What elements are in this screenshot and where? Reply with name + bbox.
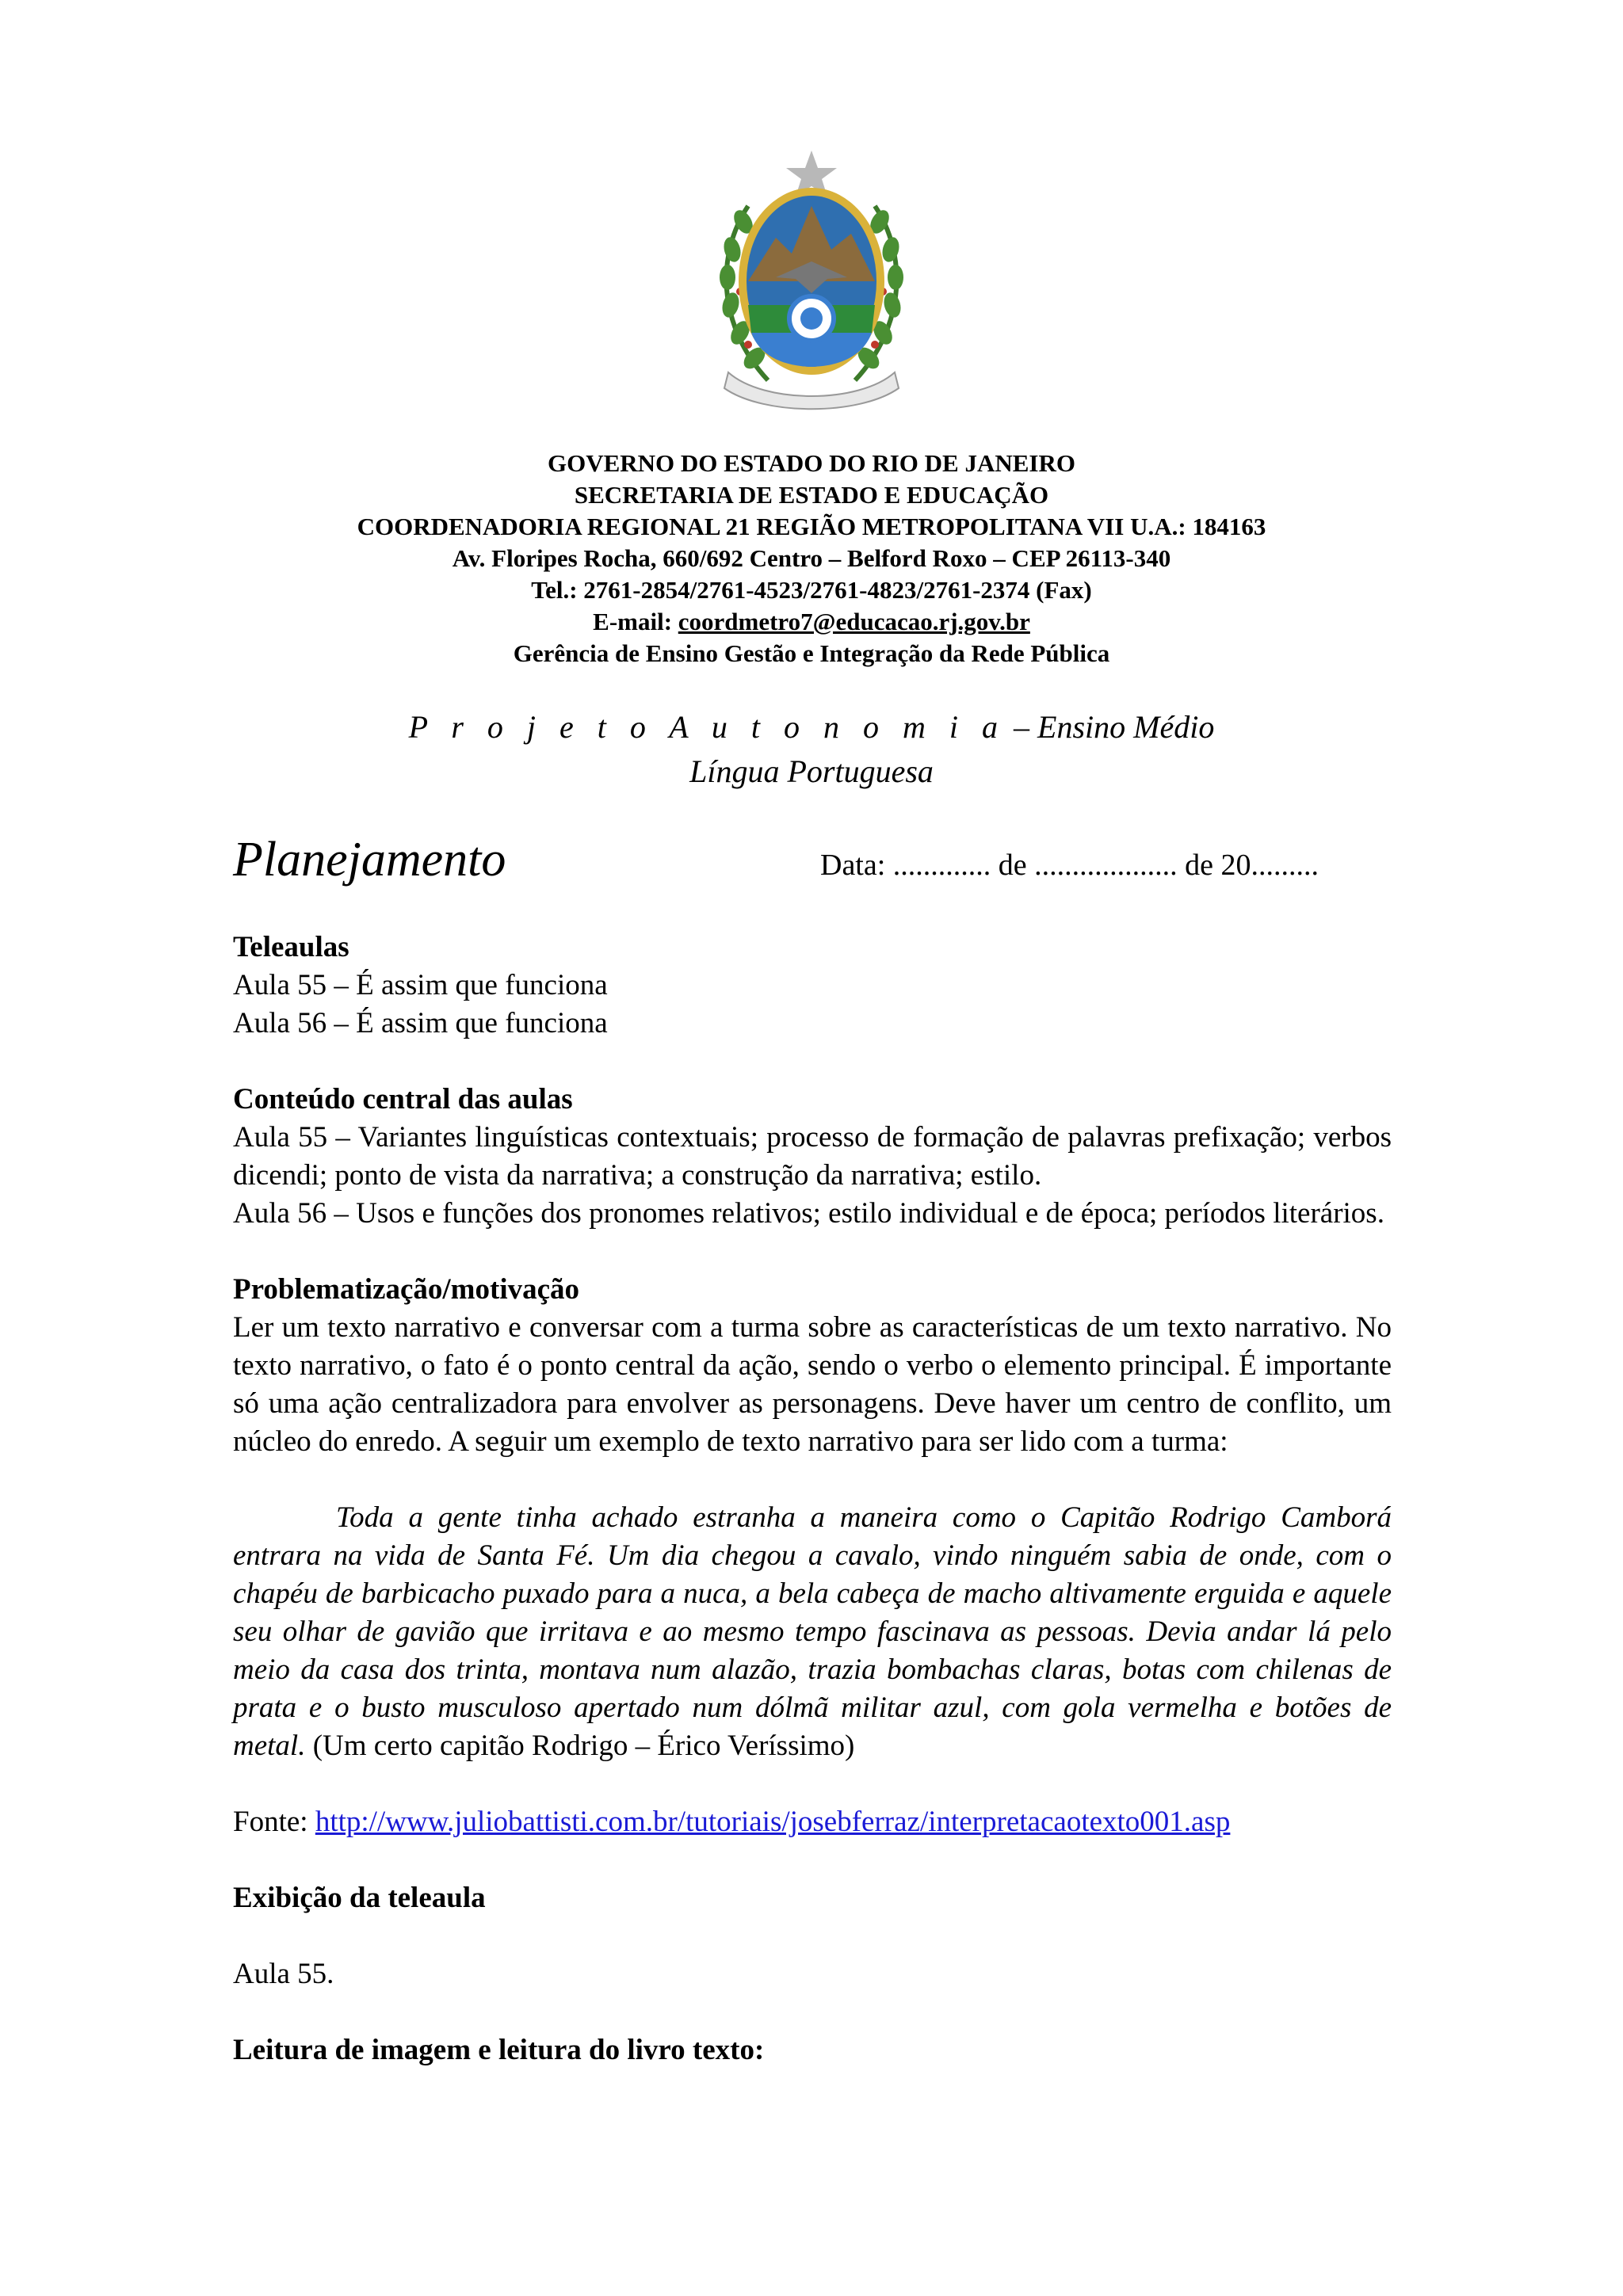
- project-subject: Língua Portuguesa: [689, 753, 934, 789]
- header-management: Gerência de Ensino Gestão e Integração da Rede Pública: [513, 639, 1110, 667]
- crest-ribbon: [724, 372, 899, 409]
- header-secretariat: SECRETARIA DE ESTADO E EDUCAÇÃO: [574, 481, 1049, 509]
- problematizacao-text: Ler um texto narrativo e conversar com a turma sobre as características de um texto narrativo. No texto narrativo, o fato é o ponto central da ação, sendo o verbo o elemento principal. É importante só uma ação centralizadora para envolver as personagens. Deve haver um centro de conflito, um núcleo do enredo. A seguir um exemplo de texto narrativo para ser lido com a turma:: [233, 1311, 1392, 1458]
- project-title-rest: – Ensino Médio: [1006, 709, 1215, 745]
- exibicao-text: Aula 55.: [233, 1958, 334, 1990]
- fonte-label: Fonte:: [233, 1806, 315, 1838]
- narrative-quote: [233, 1499, 1392, 1765]
- conteudo-heading: Conteúdo central das aulas: [233, 1083, 573, 1116]
- header-coordination: COORDENADORIA REGIONAL 21 REGIÃO METROPOLITANA VII U.A.: 184163: [357, 513, 1266, 540]
- header-email-line: [0, 606, 1623, 638]
- fonte-line: [233, 1803, 1392, 1841]
- conteudo-aula55: Aula 55 – Variantes linguísticas contextuais; processo de formação de palavras prefixação; verbos dicendi; ponto de vista da narrativa; a construção da narrativa; estilo.: [233, 1121, 1392, 1192]
- teleaula-item: Aula 55 – É assim que funciona: [233, 969, 608, 1001]
- document-body: [233, 929, 1392, 2069]
- leitura-heading: Leitura de imagem e leitura do livro texto:: [233, 2034, 765, 2066]
- exibicao-heading: Exibição da teleaula: [233, 1882, 486, 1914]
- teleaula-item: Aula 56 – É assim que funciona: [233, 1007, 608, 1039]
- quote-citation: (Um certo capitão Rodrigo – Érico Veríssimo): [305, 1730, 855, 1762]
- conteudo-aula56: Aula 56 – Usos e funções dos pronomes relativos; estilo individual e de época; períodos literários.: [233, 1197, 1384, 1230]
- header-address: Av. Floripes Rocha, 660/692 Centro – Belford Roxo – CEP 26113-340: [452, 544, 1171, 572]
- quote-text: Toda a gente tinha achado estranha a maneira como o Capitão Rodrigo Camborá entrara na vida de Santa Fé. Um dia chegou a cavalo, vindo ninguém sabia de onde, com o chapéu de barbicacho puxado para a nuca, a bela cabeça de macho altivamente erguida e aquele seu olhar de gavião que irritava e ao mesmo tempo fascinava as pessoas. Devia andar lá pelo meio da casa dos trinta, montava num alazão, trazia bombachas claras, botas com chilenas de prata e o busto musculoso apertado num dólmã militar azul, com gola vermelha e botões de metal.: [233, 1501, 1392, 1762]
- project-title: [0, 705, 1623, 749]
- problematizacao-heading: Problematização/motivação: [233, 1273, 580, 1306]
- header-phone: Tel.: 2761-2854/2761-4523/2761-4823/2761-2374 (Fax): [531, 576, 1092, 604]
- header-email-link[interactable]: coordmetro7@educacao.rj.gov.br: [678, 608, 1030, 635]
- header-email-label: E-mail:: [593, 608, 678, 635]
- planning-title: Planejamento: [233, 833, 506, 887]
- teleaulas-heading: Teleaulas: [233, 931, 349, 963]
- fonte-link[interactable]: http://www.juliobattisti.com.br/tutoriais/josebferraz/interpretacaotexto001.asp: [315, 1806, 1231, 1838]
- state-coat-of-arms-icon: [693, 143, 930, 420]
- project-title-block: [0, 705, 1623, 794]
- date-line: Data: ............. de ................... de 20.........: [820, 849, 1319, 882]
- header-government: GOVERNO DO ESTADO DO RIO DE JANEIRO: [547, 449, 1075, 477]
- letterhead: [0, 448, 1623, 669]
- project-title-spaced: P r o j e t o A u t o n o m i a: [408, 709, 1006, 745]
